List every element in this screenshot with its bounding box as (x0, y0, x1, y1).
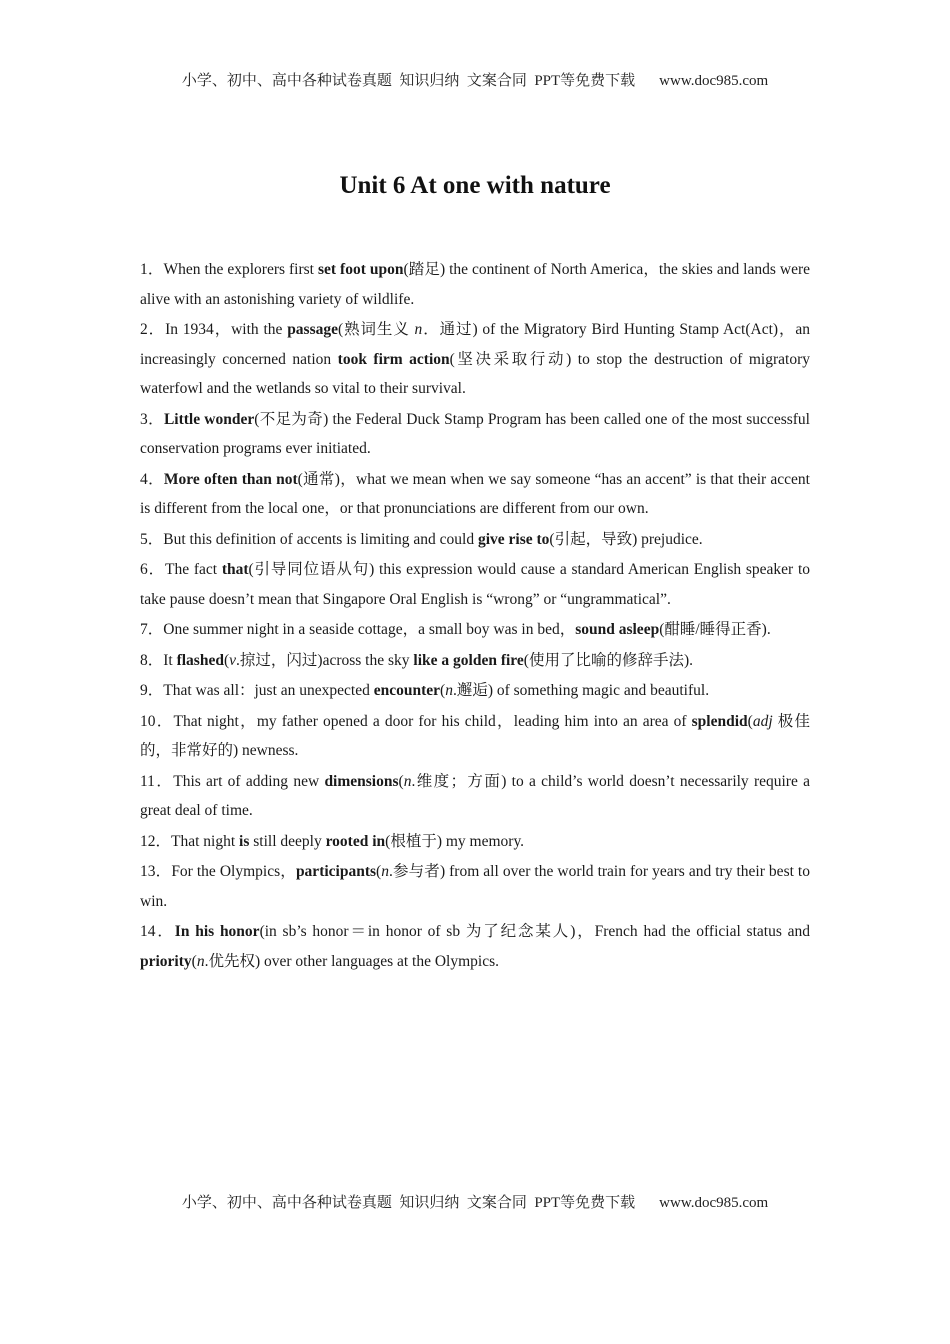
sentence-text: .优先权) over other languages at the Olympics. (204, 952, 500, 970)
key-phrase: encounter (373, 682, 441, 699)
sentence-item (140, 676, 810, 706)
sentence-text: (熟词生义 (338, 321, 415, 338)
sentence-text: (踏足) the continent of North America，the skies and lands were alive with an astonishing variety of wildlife. (140, 261, 810, 308)
sentence-item (140, 646, 810, 676)
sentence-text: .掠过，闪过)across the sky (236, 651, 414, 669)
sentence-item (140, 465, 810, 524)
sentence-text: ( (398, 772, 404, 790)
sentence-text: ( (747, 712, 753, 730)
key-phrase: dimensions (324, 772, 399, 790)
sentence-text: (in sb’s honor＝in honor of sb 为了纪念某人)，French had the official status and (259, 923, 810, 940)
key-phrase: like a golden fire (413, 651, 524, 669)
sentence-text: (坚决采取行动) to stop the destruction of migratory waterfowl and the wetlands so vital to their survival. (140, 350, 810, 397)
sentence-text: 5．But this definition of accents is limiting and could (140, 530, 478, 548)
key-phrase: flashed (176, 651, 224, 669)
sentence-text: ( (376, 863, 382, 880)
part-of-speech: n (403, 772, 412, 790)
sentence-text: .维度；方面) to a child’s world doesn’t necessarily require a great deal of time. (140, 772, 810, 819)
sentence-text: (使用了比喻的修辞手法). (523, 651, 693, 669)
page-title: Unit 6 At one with nature (339, 172, 611, 199)
sentence-text: 4． (140, 470, 164, 488)
sentence-text: ( (191, 952, 197, 970)
key-phrase: sound asleep (575, 621, 660, 638)
key-phrase: give rise to (477, 530, 550, 548)
part-of-speech: v (229, 651, 237, 669)
sentence-text: 1．When the explorers first (140, 261, 318, 278)
sentence-item (140, 917, 810, 976)
part-of-speech: n (381, 863, 389, 880)
sentence-text: 13．For the Olympics， (140, 863, 296, 880)
key-phrase: set foot upon (317, 261, 404, 278)
footer-url[interactable]: www.doc985.com (659, 1195, 769, 1211)
sentence-item (140, 615, 810, 645)
key-phrase: More often than not (163, 470, 298, 488)
key-phrase: participants (295, 863, 377, 880)
sentence-text: ．通过) of the Migratory Bird Hunting Stamp Act(Act)，an increasingly concerned nation (140, 321, 810, 368)
page-footer (0, 1191, 950, 1212)
sentence-item (140, 555, 810, 614)
part-of-speech: n (414, 321, 423, 338)
sentence-text: 14． (140, 923, 175, 940)
key-phrase: rooted in (325, 832, 386, 850)
key-phrase: priority (140, 952, 192, 970)
sentence-text: 12．That night (140, 832, 240, 850)
sentence-text: ( (223, 651, 230, 669)
key-phrase: Little wonder (163, 410, 255, 428)
sentence-text: (引导同位语从句) this expression would cause a standard American English speaker to take pause doesn’t mean that Singapore Oral English is “wrong” or “ungrammatical”. (140, 561, 810, 608)
key-phrase: splendid (691, 712, 748, 730)
sentence-list (140, 255, 810, 977)
sentence-text: 7．One summer night in a seaside cottage，a small boy was in bed， (140, 621, 576, 638)
header-url[interactable]: www.doc985.com (659, 73, 769, 89)
footer-text: 小学、初中、高中各种试卷真题 知识归纳 文案合同 PPT等免费下载 (181, 1195, 636, 1211)
sentence-item (140, 525, 810, 555)
sentence-text: 10．That night，my father opened a door for his child，leading him into an area of (140, 712, 692, 730)
sentence-text: 8．It (140, 651, 177, 669)
key-phrase: took firm action (337, 350, 450, 368)
page-header (0, 69, 950, 90)
sentence-text: 9．That was all：just an unexpected (140, 682, 374, 699)
sentence-text: 6．The fact (140, 561, 222, 578)
sentence-text: .邂逅) of something magic and beautiful. (452, 682, 710, 699)
part-of-speech: n (445, 682, 453, 699)
sentence-item (140, 405, 810, 464)
sentence-text: 2．In 1934，with the (140, 321, 288, 338)
sentence-item (140, 857, 810, 916)
part-of-speech: n (196, 952, 205, 970)
sentence-item (140, 255, 810, 314)
key-phrase: is (239, 832, 250, 850)
part-of-speech: adj (752, 712, 773, 730)
key-phrase: that (221, 561, 249, 578)
sentence-text: (根植于) my memory. (385, 832, 525, 850)
sentence-text: 3． (140, 410, 164, 428)
sentence-text: (不足为奇) the Federal Duck Stamp Program has been called one of the most successful conservation programs ever initiated. (140, 410, 810, 457)
header-text: 小学、初中、高中各种试卷真题 知识归纳 文案合同 PPT等免费下载 (181, 73, 636, 89)
sentence-text: (引起，导致) prejudice. (549, 530, 703, 548)
sentence-item (140, 767, 810, 826)
sentence-item (140, 827, 810, 857)
sentence-text: 极佳的，非常好的) newness. (140, 712, 810, 759)
sentence-text: still deeply (249, 832, 326, 850)
sentence-item (140, 707, 810, 766)
sentence-text: ( (440, 682, 446, 699)
key-phrase: passage (287, 321, 339, 338)
sentence-text: (酣睡/睡得正香). (659, 621, 771, 638)
sentence-text: (通常)，what we mean when we say someone “has an accent” is that their accent is different from the local one，or that pronunciations are different from our own. (140, 470, 810, 517)
sentence-item (140, 315, 810, 404)
key-phrase: In his honor (174, 923, 260, 940)
sentence-text: .参与者) from all over the world train for years and try their best to win. (140, 863, 810, 910)
sentence-text: 11．This art of adding new (140, 772, 325, 790)
